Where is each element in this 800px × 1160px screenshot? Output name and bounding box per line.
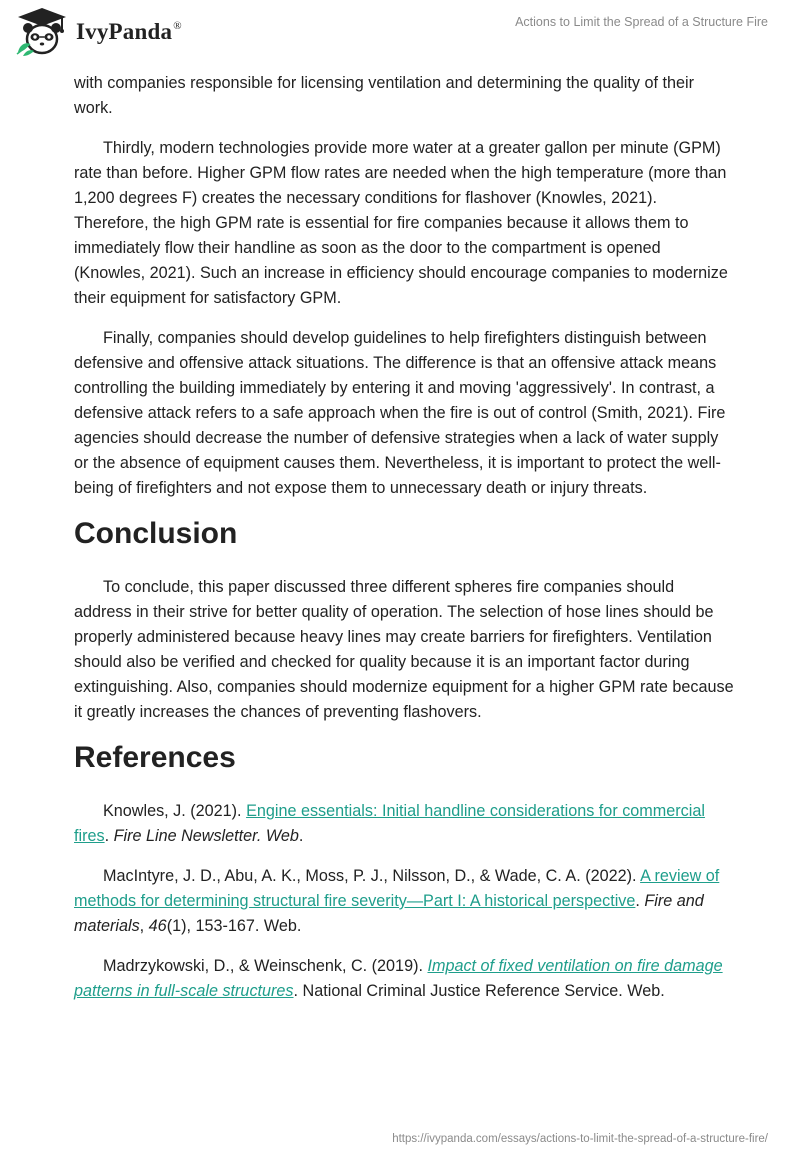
conclusion-heading: Conclusion — [74, 517, 238, 550]
page-header — [0, 0, 800, 70]
source-url[interactable]: https://ivypanda.com/essays/actions-to-limit-the-spread-of-a-structure-fire/ — [392, 1133, 768, 1145]
paragraph-continued: with companies responsible for licensing ventilation and determining the quality of their work. — [74, 74, 694, 117]
essay-content — [74, 71, 734, 1019]
reference-source: . National Criminal Justice Reference Service. Web. — [293, 982, 665, 1000]
reference-link[interactable]: Engine essentials: Initial handline considerations for commercial fires — [74, 802, 705, 845]
paragraph-gpm: Thirdly, modern technologies provide more water at a greater gallon per minute (GPM) rate than before. Higher GPM flow rates are needed when the high temperature (more than 1,200 degrees F) creates the necessary conditions for flashover (Knowles, 2021). Therefore, the high GPM rate is essential for fire companies because it allows them to immediately flow their handline as soon as the door to the compartment is opened (Knowles, 2021). Such an increase in efficiency should encourage companies to modernize their equipment for satisfactory GPM. — [74, 139, 728, 307]
references-heading: References — [74, 741, 236, 774]
reference-source: Fire Line Newsletter. Web — [113, 827, 299, 845]
ivypanda-logo[interactable] — [14, 6, 182, 58]
reference-authors: MacIntyre, J. D., Abu, A. K., Moss, P. J., Nilsson, D., & Wade, C. A. (2022). — [103, 867, 641, 885]
conclusion-paragraph: To conclude, this paper discussed three different spheres fire companies should address in their strive for better quality of operation. The selection of hose lines should be properly administered because heavy lines may create barriers for firefighters. Ventilation should also be verified and checked for quality because it is an important factor during extinguishing. Also, companies should modernize equipment for a higher GPM rate because it greatly increases the chances of preventing flashovers. — [74, 578, 734, 721]
reference-authors: Knowles, J. (2021). — [103, 802, 247, 820]
reference-pages: (1), 153-167. Web. — [166, 917, 302, 935]
reference-item: Knowles, J. (2021). Engine essentials: Initial handline considerations for commercial fires. Fire Line Newsletter. Web. — [74, 802, 705, 845]
panda-logo-icon — [14, 6, 70, 58]
reference-link[interactable]: Impact of fixed ventilation on fire damage patterns in full-scale structures — [74, 957, 723, 1000]
reference-item — [74, 954, 734, 1004]
reference-item: MacIntyre, J. D., Abu, A. K., Moss, P. J., Nilsson, D., & Wade, C. A. (2022). A review of methods for determining structural fire severity—Part I: A historical perspective. Fire and materials, 46(1), 153-167. Web. — [74, 867, 720, 935]
brand-name: IvyPanda® — [76, 19, 182, 44]
paragraph-attack-situations: Finally, companies should develop guidelines to help firefighters distinguish between defensive and offensive attack situations. The difference is that an offensive attack means controlling the building immediately by entering it and moving 'aggressively'. In contrast, a defensive attack refers to a safe approach when the fire is out of control (Smith, 2021). Fire agencies should decrease the number of defensive strategies when a lack of water supply or the absence of equipment causes them. Nevertheless, it is important to protect the well-being of firefighters and not expose them to unnecessary death or injury threats. — [74, 329, 726, 497]
document-title: Actions to Limit the Spread of a Structure Fire — [515, 15, 768, 29]
reference-journal: Fire and materials — [74, 892, 704, 935]
reference-volume: 46 — [148, 917, 167, 935]
reference-link[interactable]: A review of methods for determining structural fire severity—Part I: A historical perspective — [74, 867, 720, 910]
reference-authors: Madrzykowski, D., & Weinschenk, C. (2019). — [103, 957, 428, 975]
